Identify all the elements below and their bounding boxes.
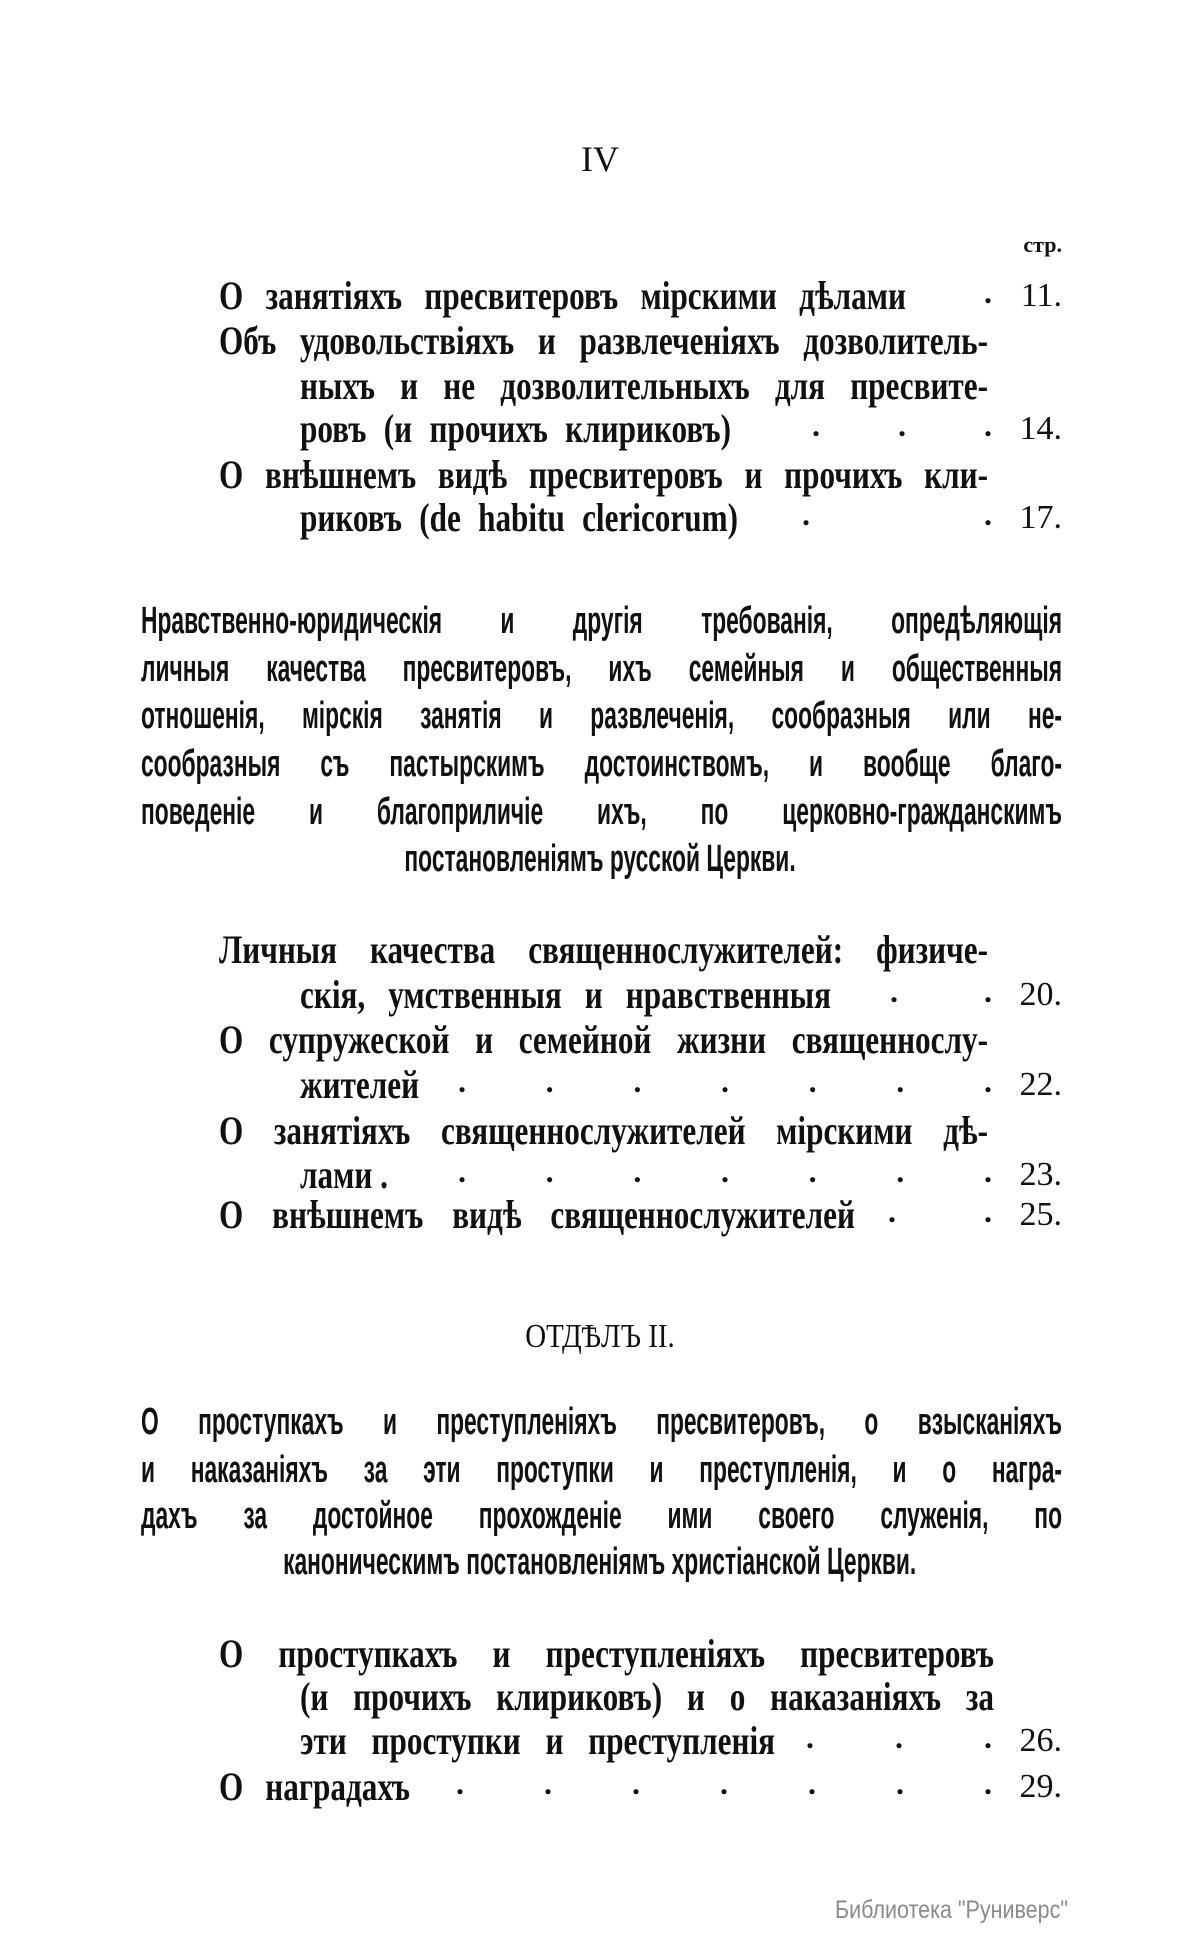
dot-leader: [458, 1149, 992, 1193]
leader-dot: .: [984, 1765, 992, 1801]
toc-entry-text: О наградахъ: [219, 1764, 410, 1809]
toc-entry: [300, 973, 981, 1017]
leader-dot: .: [983, 1063, 992, 1099]
toc-page-number: 26.: [1019, 1722, 1062, 1759]
heading-line-text: личныя качества пресвитеровъ, ихъ семейныя и общественныя: [141, 648, 1062, 690]
heading-line: [0, 837, 1200, 881]
dot-leader: [806, 1715, 992, 1759]
leader-dot: .: [895, 1719, 903, 1755]
leader-dot: .: [898, 407, 906, 443]
toc-entry-text: скія, умственныя и нравственныя: [300, 972, 831, 1017]
library-watermark: Библиотека "Руниверс": [835, 1896, 1068, 1924]
dot-leader: [456, 1761, 992, 1805]
leader-dot: .: [984, 407, 992, 443]
toc-entry-text: Объ удовольствіяхъ и развлеченіяхъ дозволитель-: [219, 318, 988, 363]
toc-entry-text: жителей: [300, 1062, 420, 1107]
toc-entry: [219, 1632, 1200, 1676]
toc-entry: [219, 453, 1200, 497]
leader-dot: .: [984, 1193, 992, 1229]
leader-dot: .: [720, 1765, 728, 1801]
toc-entry-text: лами .: [300, 1152, 388, 1197]
leader-dot: .: [984, 496, 992, 532]
toc-entry-text: О супружеской и семейной жизни священнослу-: [219, 1017, 988, 1062]
heading-line-text: поведеніе и благоприличіе ихъ, по церковно-гражданскимъ: [141, 791, 1062, 833]
toc-entry: [300, 496, 862, 540]
dot-leader: [975, 270, 992, 314]
heading-line: [141, 1494, 1200, 1538]
heading-line-text: каноническимъ постановленіямъ христіанской Церкви.: [283, 1541, 917, 1583]
page-number: IV: [581, 139, 619, 179]
leader-dot: .: [812, 407, 820, 443]
dot-leader: [890, 969, 992, 1013]
toc-entry: [300, 407, 853, 451]
heading-line: [141, 790, 1200, 834]
toc-entry: [219, 319, 1200, 363]
toc-entry-text: (и прочихъ клириковъ) и о наказаніяхъ за: [300, 1674, 994, 1719]
toc-entry-text: риковъ (de habitu clericorum): [300, 495, 738, 540]
leader-dot: .: [720, 1063, 729, 1099]
toc-entry: [219, 1109, 1200, 1153]
toc-entry-text: О занятіяхъ пресвитеровъ мірскими дѣлами: [219, 273, 906, 318]
toc-entry-text: О проступкахъ и преступленіяхъ пресвитеровъ: [219, 1631, 994, 1676]
toc-entry-text: О занятіяхъ священнослужителей мірскими дѣ-: [219, 1108, 988, 1153]
leader-dot: .: [456, 1765, 464, 1801]
toc-page-number: 11.: [1020, 277, 1062, 314]
heading-line: [141, 599, 1200, 643]
leader-dot: .: [806, 1719, 814, 1755]
leader-dot: .: [545, 1063, 554, 1099]
leader-dot: .: [984, 274, 992, 310]
heading-line: [0, 1540, 1200, 1584]
heading-line-text: отношенія, мірскія занятія и развлеченія, сообразныя или не-: [141, 695, 1062, 737]
leader-dot: .: [632, 1765, 640, 1801]
heading-line: [141, 694, 1200, 738]
leader-dot: .: [720, 1153, 729, 1189]
heading-line-text: дахъ за достойное прохожденіе ими своего служенія, по: [141, 1495, 1062, 1537]
toc-entry-text: ныхъ и не дозволительныхъ для пресвите-: [300, 363, 988, 408]
toc-entry: [300, 364, 1182, 408]
leader-dot: .: [984, 973, 992, 1009]
heading-line: [141, 1400, 1200, 1444]
toc-page-number: 14.: [1019, 410, 1062, 447]
toc-entry-text: О внѣшнемъ видѣ священнослужителей: [219, 1192, 855, 1237]
heading-line-text: О проступкахъ и преступленіяхъ пресвитеровъ, о взысканіяхъ: [141, 1401, 1062, 1443]
section-title: ОТДѢЛЪ II.: [525, 1318, 675, 1355]
leader-dot: .: [896, 1765, 904, 1801]
heading-line: [141, 647, 1200, 691]
toc-entry: [219, 1018, 1200, 1062]
toc-entry: [300, 1153, 413, 1197]
toc-entry-text: О внѣшнемъ видѣ пресвитеровъ и прочихъ кли-: [219, 452, 988, 497]
leader-dot: .: [808, 1063, 817, 1099]
leader-dot: .: [544, 1765, 552, 1801]
leader-dot: .: [802, 496, 810, 532]
toc-entry-text: ровъ (и прочихъ клириковъ): [300, 406, 731, 451]
toc-entry: [300, 1675, 1190, 1719]
heading-line: [141, 742, 1200, 786]
page-column-header: стр.: [1023, 232, 1062, 257]
toc-entry: [219, 274, 1100, 318]
heading-line-text: Нравственно-юридическія и другія требованія, опредѣляющія: [141, 600, 1062, 642]
toc-entry: [219, 928, 1200, 972]
dot-leader: [812, 403, 992, 447]
dot-leader: [888, 1189, 992, 1233]
leader-dot: .: [808, 1765, 816, 1801]
dot-leader: [802, 492, 992, 536]
leader-dot: .: [888, 1193, 896, 1229]
leader-dot: .: [545, 1153, 554, 1189]
leader-dot: .: [890, 973, 898, 1009]
toc-entry: [300, 1063, 453, 1107]
leader-dot: .: [984, 1719, 992, 1755]
leader-dot: .: [458, 1063, 466, 1099]
dot-leader: [458, 1059, 992, 1103]
heading-line-text: и наказаніяхъ за эти проступки и преступленія, и о награ-: [141, 1449, 1062, 1491]
toc-page-number: 22.: [1019, 1066, 1062, 1103]
leader-dot: .: [896, 1063, 905, 1099]
leader-dot: .: [633, 1063, 642, 1099]
leader-dot: .: [458, 1153, 466, 1189]
leader-dot: .: [633, 1153, 642, 1189]
heading-line-text: постановленіямъ русской Церкви.: [404, 838, 796, 880]
toc-entry-text: эти проступки и преступленія: [300, 1718, 775, 1763]
toc-page-number: 17.: [1019, 499, 1062, 536]
heading-line: [141, 1448, 1200, 1492]
toc-page-number: 23.: [1019, 1156, 1062, 1193]
toc-entry: [219, 1765, 464, 1809]
leader-dot: .: [808, 1153, 817, 1189]
toc-page-number: 29.: [1019, 1768, 1062, 1805]
heading-line-text: сообразныя съ пастырскимъ достоинствомъ, и вообще благо-: [141, 743, 1062, 785]
toc-page-number: 20.: [1019, 976, 1062, 1013]
toc-page-number: 25.: [1019, 1196, 1062, 1233]
toc-entry-text: Личныя качества священнослужителей: физиче-: [219, 927, 988, 972]
leader-dot: .: [896, 1153, 905, 1189]
leader-dot: .: [983, 1153, 992, 1189]
